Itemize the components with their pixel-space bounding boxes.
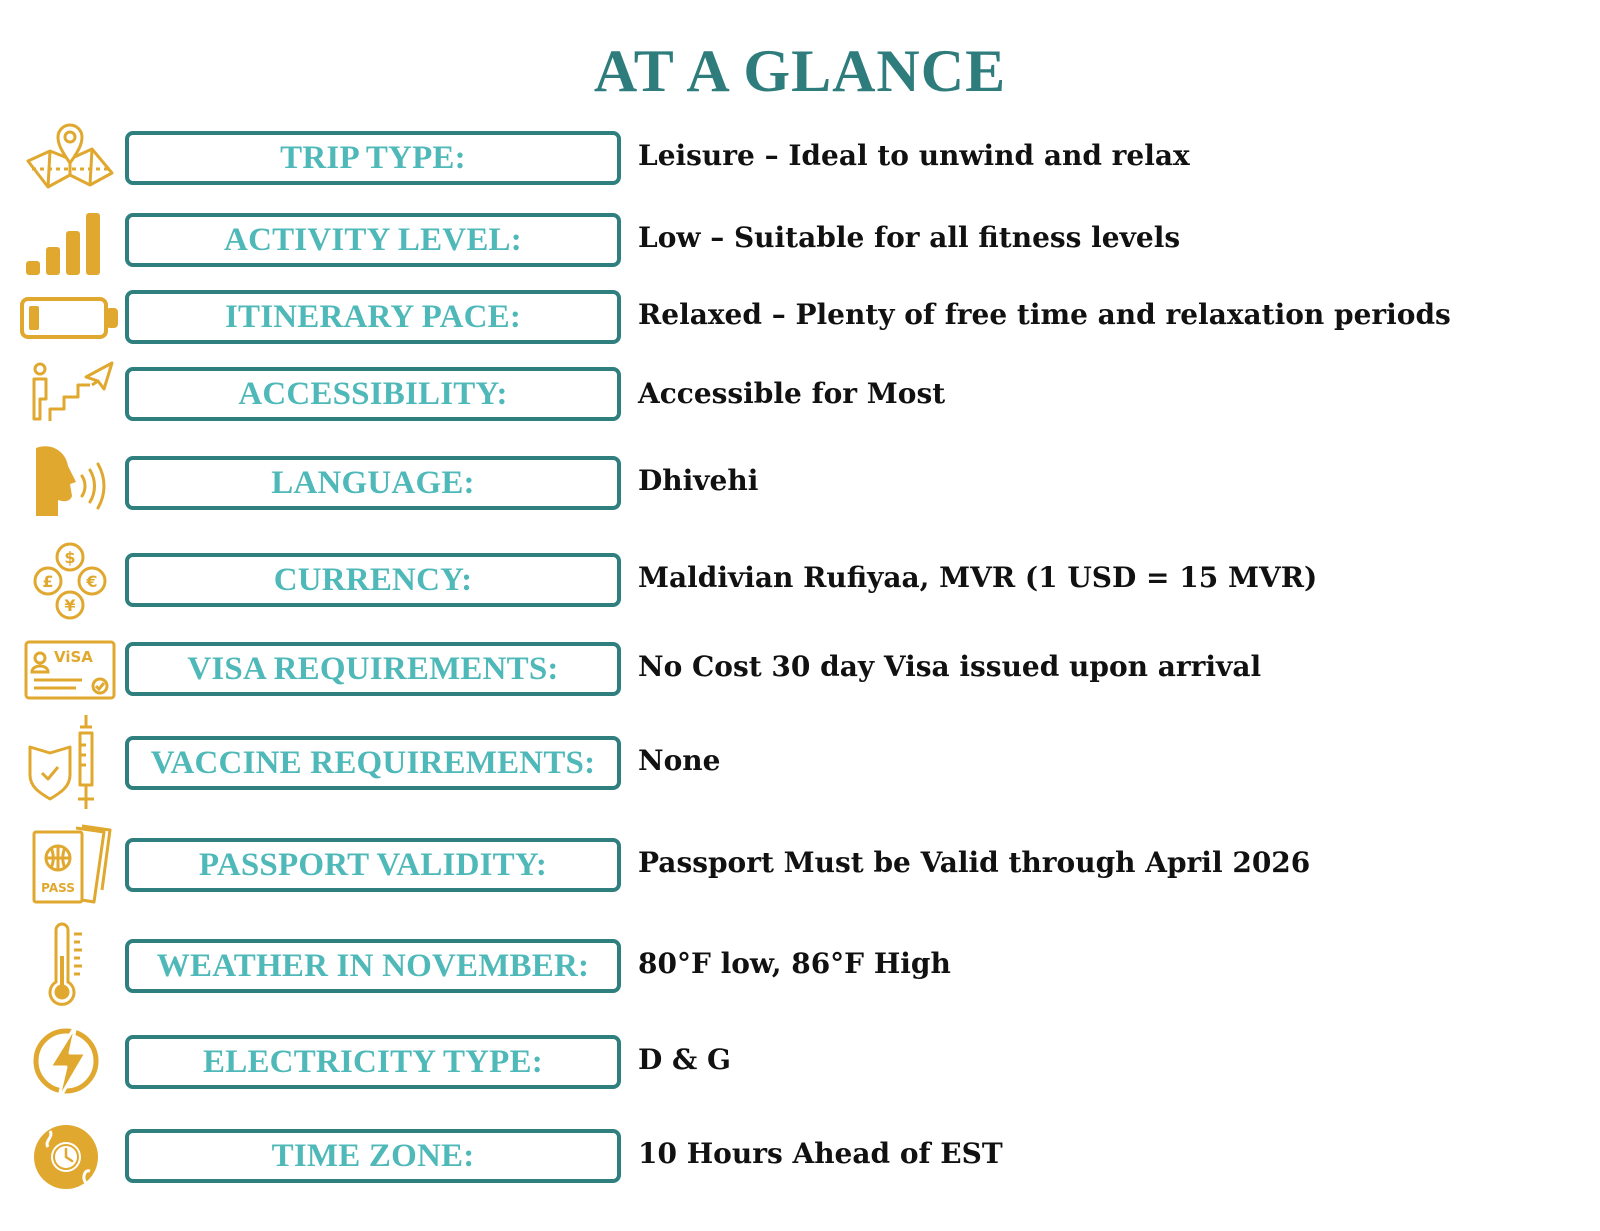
row-vaccine-requirements [0, 733, 1600, 793]
row-label: PASSPORT VALIDITY: [198, 846, 548, 883]
globe-clock-icon [20, 1111, 120, 1201]
lightning-bolt-icon [20, 1017, 120, 1107]
label-box [125, 553, 621, 607]
row-value: No Cost 30 day Visa issued upon arrival [638, 650, 1262, 683]
row-label: TIME ZONE: [271, 1137, 475, 1174]
map-pin-icon [20, 113, 120, 203]
row-activity-level [0, 210, 1600, 270]
row-label: VACCINE REQUIREMENTS: [150, 744, 596, 781]
row-label: ITINERARY PACE: [224, 298, 522, 335]
row-weather-in-november [0, 936, 1600, 996]
label-box [125, 1035, 621, 1089]
row-value: Dhivehi [638, 464, 759, 497]
speaking-head-icon [20, 438, 120, 528]
row-value: Accessible for Most [638, 377, 946, 410]
row-label: ELECTRICITY TYPE: [203, 1043, 543, 1080]
svg-text:€: € [86, 572, 98, 591]
row-value: Relaxed – Plenty of free time and relaxation periods [638, 298, 1451, 331]
row-passport-validity [0, 835, 1600, 895]
svg-text:$: $ [64, 548, 76, 567]
row-visa-requirements [0, 639, 1600, 699]
row-itinerary-pace [0, 287, 1600, 347]
label-box [125, 939, 621, 993]
svg-text:PASS: PASS [41, 881, 75, 895]
svg-text:£: £ [42, 572, 54, 591]
row-value: Passport Must be Valid through April 2026 [638, 846, 1311, 879]
row-value: D & G [638, 1043, 731, 1076]
row-trip-type [0, 128, 1600, 188]
row-accessibility [0, 364, 1600, 424]
label-box [125, 131, 621, 185]
passport-icon [20, 820, 120, 910]
row-label: VISA REQUIREMENTS: [187, 650, 559, 687]
visa-card-icon [20, 624, 120, 714]
row-value: Maldivian Rufiyaa, MVR (1 USD = 15 MVR) [638, 561, 1318, 594]
row-time-zone [0, 1126, 1600, 1186]
label-box [125, 290, 621, 344]
label-box [125, 213, 621, 267]
label-box [125, 456, 621, 510]
page-title: AT A GLANCE [593, 38, 1007, 104]
row-value: 80°F low, 86°F High [638, 947, 951, 980]
row-label: LANGUAGE: [271, 464, 475, 501]
row-language [0, 453, 1600, 513]
row-value: Leisure – Ideal to unwind and relax [638, 139, 1190, 172]
currency-exchange-icon [20, 535, 120, 625]
row-label: WEATHER IN NOVEMBER: [156, 947, 590, 984]
label-box [125, 736, 621, 790]
shield-syringe-icon [20, 713, 120, 813]
row-value: None [638, 744, 721, 777]
row-label: ACTIVITY LEVEL: [224, 221, 522, 258]
label-box [125, 1129, 621, 1183]
label-box [125, 367, 621, 421]
row-label: CURRENCY: [273, 561, 473, 598]
stairs-person-icon [20, 349, 120, 439]
label-box [125, 838, 621, 892]
row-value: 10 Hours Ahead of EST [638, 1137, 1003, 1170]
svg-text:¥: ¥ [64, 596, 76, 615]
row-currency [0, 548, 1600, 615]
svg-text:ViSA: ViSA [54, 648, 93, 666]
row-label: ACCESSIBILITY: [238, 375, 508, 412]
row-label: TRIP TYPE: [280, 139, 466, 176]
thermometer-icon [20, 916, 120, 1012]
row-electricity-type [0, 1032, 1600, 1092]
label-box [125, 642, 621, 696]
row-value: Low – Suitable for all fitness levels [638, 221, 1181, 254]
